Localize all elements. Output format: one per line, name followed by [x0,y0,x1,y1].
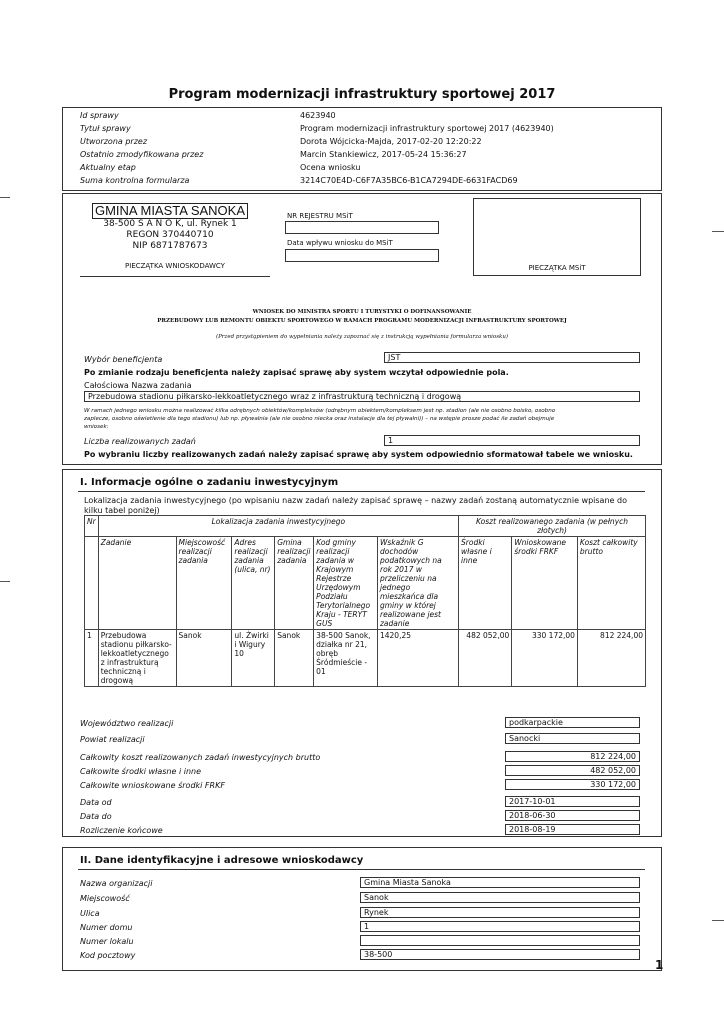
stamp-nip: NIP 6871787673 [132,241,208,251]
apartment-number-label: Numer lokalu [80,937,134,946]
beneficiary-select[interactable]: JST [384,352,640,363]
cell-wnioskowane[interactable]: 330 172,00 [512,630,578,687]
task-table [84,515,646,687]
table-header-row-2 [85,537,646,630]
meta-label-modified: Ostatnio zmodyfikowana przez [80,150,204,159]
task-name-label: Całościowa Nazwa zadania [84,381,192,390]
cell-nr: 1 [85,630,99,687]
final-settlement-field[interactable]: 2018-08-19 [505,824,640,835]
table-row [85,630,646,687]
th-zadanie: Zadanie [98,537,176,630]
meta-value-checksum: 3214C70E4D-C6F7A35BC6-B1CA7294DE-6631FACD69 [300,176,518,185]
date-to-label: Data do [80,812,112,821]
application-heading-1: WNIOSEK DO MINISTRA SPORTU I TURYSTYKI O DOFINANSOWANIE [252,309,472,315]
application-heading-3: (Przed przystąpieniem do wypełniania należy zapoznać się z instrukcją wypełniania formularza wniosku) [215,334,509,340]
cell-kod-gminy[interactable]: 38-500 Sanok, działka nr 21, obręb Śródmieście - 01 [314,630,378,687]
street-field[interactable]: Rynek [360,907,640,918]
county-field[interactable]: Sanocki [505,733,640,744]
beneficiary-label: Wybór beneficjenta [84,355,163,364]
msit-stamp-caption: PIECZĄTKA MSiT [528,264,586,272]
meta-label-checksum: Suma kontrolna formularza [80,176,190,185]
th-adres: Adres realizacji zadania (ulica, nr) [232,537,275,630]
final-settlement-label: Rozliczenie końcowe [80,826,163,835]
th-koszt-calk: Koszt całkowity brutto [577,537,645,630]
document-title: Program modernizacji infrastruktury sportowej 2017 [168,87,556,102]
cell-wskaznik[interactable]: 1420,25 [377,630,458,687]
total-cost-label: Całkowity koszt realizowanych zadań inwestycyjnych brutto [80,753,321,762]
date-from-label: Data od [80,798,112,807]
house-number-label: Numer domu [80,923,133,932]
frkf-funds-label: Całkowite wnioskowane środki FRKF [80,781,225,790]
stamp-address: 38-500 S A N O K, ul. Rynek 1 [103,219,237,229]
th-nr: Nr [85,516,99,537]
meta-value-created: Dorota Wójcicka-Majda, 2017-02-20 12:20:22 [300,137,482,146]
stamp-regon: REGON 370440710 [126,230,214,240]
city-label: Miejscowość [80,894,130,903]
count-label: Liczba realizowanych zadań [84,437,196,446]
date-to-field[interactable]: 2018-06-30 [505,810,640,821]
th-wskaznik: Wskaźnik G dochodów podatkowych na rok 2017 w przeliczeniu na jednego mieszkańca dla gminy w której realizowane jest zadanie [377,537,458,630]
application-heading-2: PRZEBUDOWY LUB REMONTU OBIEKTU SPORTOWEGO W RAMACH PROGRAMU MODERNIZACJI INFRASTRUKTURY SPORTOWEJ [157,318,567,324]
meta-value-title: Program modernizacji infrastruktury sportowej 2017 (4623940) [300,124,554,133]
registry-nr-field[interactable] [285,221,439,234]
cell-miejscowosc[interactable]: Sanok [176,630,232,687]
section2-title-rule [78,869,645,870]
page-number: 1 [655,958,664,972]
beneficiary-note: Po zmianie rodzaju beneficjenta należy zapisać sprawę aby system wczytał odpowiednie pola. [84,368,509,377]
th-miejscowosc: Miejscowość realizacji zadania [176,537,232,630]
scan-mark-left-2 [0,581,10,582]
th-srodki-wlasne: Środki własne i inne [459,537,512,630]
voivodeship-label: Województwo realizacji [80,719,174,728]
section2-title: II. Dane identyfikacyjne i adresowe wnioskodawcy [80,855,364,866]
stamp-name: GMINA MIASTA SANOKA [92,203,248,219]
applicant-stamp-line [80,276,270,277]
frkf-funds-field[interactable]: 330 172,00 [505,779,640,790]
scan-mark-right-1 [712,231,724,232]
applicant-stamp-caption: PIECZĄTKA WNIOSKODAWCY [125,262,225,270]
city-field[interactable]: Sanok [360,892,640,903]
task-name-field[interactable]: Przebudowa stadionu piłkarsko-lekkoatletycznego wraz z infrastrukturą techniczną i drogową [84,391,640,402]
org-name-label: Nazwa organizacji [80,879,153,888]
total-cost-field[interactable]: 812 224,00 [505,751,640,762]
meta-value-modified: Marcin Stankiewicz, 2017-05-24 15:36:27 [300,150,467,159]
house-number-field[interactable]: 1 [360,921,640,932]
org-name-field[interactable]: Gmina Miasta Sanoka [360,877,640,888]
applicant-stamp [88,200,252,252]
meta-value-id: 4623940 [300,111,336,120]
tasks-note-1: W ramach jednego wniosku można realizować kilka odrębnych obiektów/kompleksów (odrębnym obiektem/kompleksem jest np. stadion (ale nie osobno boisko, osobno [84,408,556,414]
registry-nr-label: NR REJESTRU MSiT [287,212,353,220]
cell-adres[interactable]: ul. Żwirki i Wigury 10 [232,630,275,687]
voivodeship-field[interactable]: podkarpackie [505,717,640,728]
cell-koszt-calk[interactable]: 812 224,00 [577,630,645,687]
th-koszt: Koszt realizowanego zadania (w pełnych złotych) [459,516,646,537]
meta-value-stage: Ocena wniosku [300,163,361,172]
postal-code-label: Kod pocztowy [80,951,136,960]
street-label: Ulica [80,909,100,918]
meta-label-id: Id sprawy [80,111,119,120]
th-empty [85,537,99,630]
cell-zadanie[interactable]: Przebudowa stadionu piłkarsko-lekkoatletycznego z infrastrukturą techniczną i drogową [98,630,176,687]
section1-title-rule [78,491,645,492]
postal-code-field[interactable]: 38-500 [360,949,640,960]
th-lokalizacja: Lokalizacja zadania inwestycyjnego [98,516,458,537]
registry-date-label: Data wpływu wniosku do MSiT [287,239,393,247]
table-header-row-1 [85,516,646,537]
own-funds-field[interactable]: 482 052,00 [505,765,640,776]
registry-date-field[interactable] [285,249,439,262]
tasks-note-2: zaplecze, osobno oświetlenie dla tego stadionu) lub np. pływalnia (ale nie osobno niecka oraz instalacje dla tej pływalni)) – na wstępie prosze podać ile zadań obejmuje [84,416,555,422]
date-from-field[interactable]: 2017-10-01 [505,796,640,807]
county-label: Powiat realizacji [80,735,145,744]
meta-label-created: Utworzona przez [80,137,148,146]
meta-label-stage: Aktualny etap [80,163,136,172]
scan-mark-right-2 [712,920,724,921]
section1-intro-1: Lokalizacja zadania inwestycyjnego (po wpisaniu nazw zadań należy zapisać sprawę – nazwy zadań zostaną automatycznie wpisane do [84,496,627,505]
section1-intro-2: kilku tabel poniżej) [84,506,160,515]
section1-title: I. Informacje ogólne o zadaniu inwestycyjnym [80,477,339,488]
meta-label-title: Tytuł sprawy [80,124,131,133]
cell-srodki-wlasne[interactable]: 482 052,00 [459,630,512,687]
th-kod-gminy: Kod gminy realizacji zadania w Krajowym Rejestrze Urzędowym Podziału Terytorialnego Kraju - TERYT GUS [314,537,378,630]
th-wnioskowane: Wnioskowane środki FRKF [512,537,578,630]
apartment-number-field[interactable] [360,935,640,946]
own-funds-label: Całkowite środki własne i inne [80,767,202,776]
count-select[interactable]: 1 [384,435,640,446]
count-note: Po wybraniu liczby realizowanych zadań należy zapisać sprawę aby system odpowiednio sformatował tabele we wniosku. [84,450,633,459]
scan-mark-left-1 [0,197,10,198]
tasks-note-3: wniosek: [84,424,109,430]
cell-gmina[interactable]: Sanok [275,630,314,687]
th-gmina: Gmina realizacji zadania [275,537,314,630]
